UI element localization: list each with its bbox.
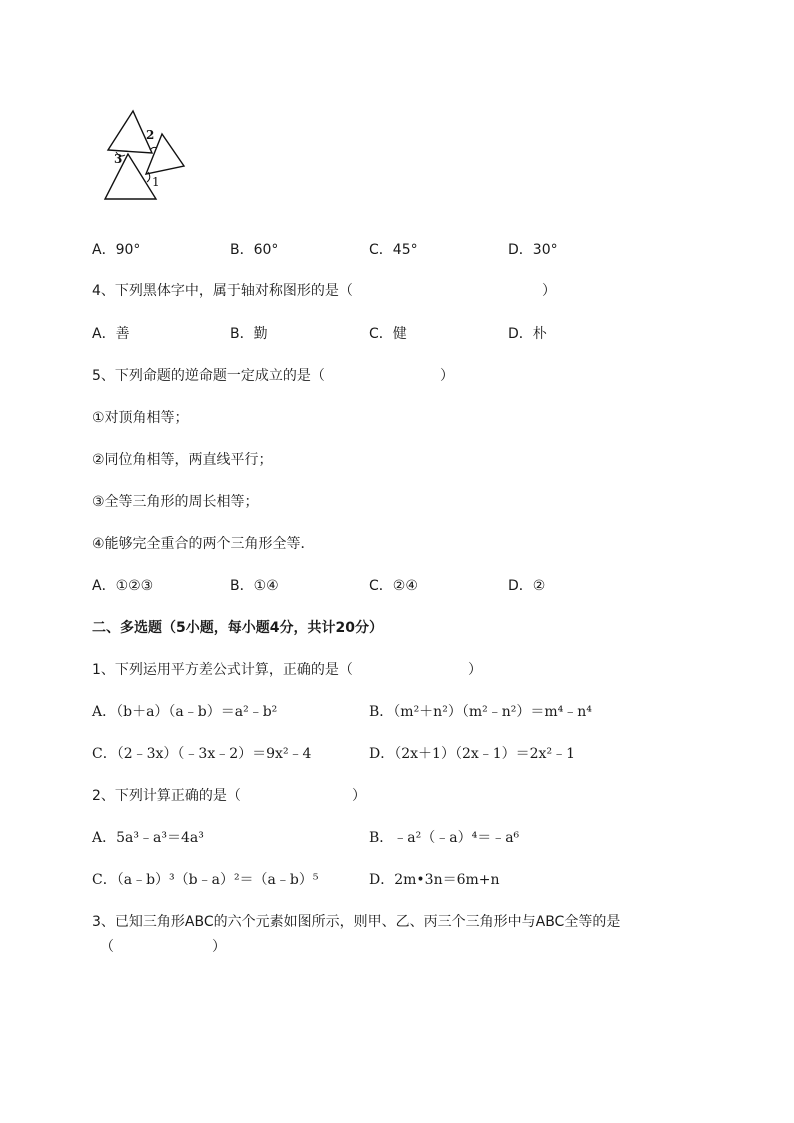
triangle-bottom — [105, 154, 156, 199]
q5-statement-1: ①对顶角相等； — [92, 410, 189, 426]
option-text: 2m•3n＝6m+n — [394, 872, 500, 888]
q5-close-paren: ） — [440, 368, 454, 384]
q5-option-d[interactable] — [508, 576, 545, 596]
angle-label-2: 2 — [146, 128, 155, 142]
option-text: （m²＋n²）（m²﹣n²）＝m⁴﹣n⁴ — [393, 704, 592, 720]
m1-option-c[interactable] — [92, 744, 311, 764]
option-text: 5a³﹣a³＝4a³ — [116, 830, 204, 846]
option-label: D． — [369, 872, 395, 888]
option-label: B． — [230, 326, 254, 342]
q4-option-b[interactable] — [230, 324, 268, 344]
m3-open-paren: （ — [100, 939, 114, 955]
option-label: A． — [92, 830, 117, 846]
q3-option-c[interactable] — [369, 240, 418, 260]
option-label: A． — [92, 326, 116, 342]
option-text: 45° — [392, 242, 418, 258]
option-text: 勤 — [253, 326, 268, 342]
triangles-diagram — [100, 108, 190, 203]
option-text: 朴 — [532, 326, 547, 342]
q5-option-a[interactable] — [92, 576, 153, 596]
option-label: D． — [369, 746, 395, 762]
q3-option-d[interactable] — [508, 240, 558, 260]
option-label: B． — [369, 830, 394, 846]
q4-stem — [92, 281, 353, 301]
question-text: 5、下列命题的逆命题一定成立的是（ — [92, 368, 325, 384]
m2-option-d[interactable] — [369, 870, 500, 890]
option-text: （2x＋1）（2x﹣1）＝2x²﹣1 — [394, 746, 575, 762]
q4-option-d[interactable] — [508, 324, 547, 344]
q5-statement-4: ④能够完全重合的两个三角形全等． — [92, 536, 315, 552]
option-label: C． — [369, 326, 393, 342]
m1-option-a[interactable] — [92, 702, 277, 722]
q4-option-c[interactable] — [369, 324, 407, 344]
option-text: ①②③ — [115, 578, 154, 594]
question-text: 4、下列黑体字中，属于轴对称图形的是（ — [92, 283, 353, 299]
option-label: D． — [508, 578, 533, 594]
option-text: ﹣a²（﹣a）⁴＝﹣a⁶ — [393, 830, 520, 846]
option-label: D． — [508, 326, 533, 342]
option-text: 健 — [392, 326, 407, 342]
question-text: 2、下列计算正确的是（ — [92, 788, 241, 804]
option-label: D． — [508, 242, 533, 258]
option-label: A． — [92, 242, 116, 258]
q3-option-a[interactable] — [92, 240, 140, 260]
option-label: A． — [92, 578, 116, 594]
option-text: （b＋a）（a﹣b）＝a²﹣b² — [116, 704, 278, 720]
option-label: C． — [92, 746, 117, 762]
m1-close-paren: ） — [468, 662, 482, 678]
q5-statement-2: ②同位角相等，两直线平行； — [92, 452, 273, 468]
m3-close-paren: ） — [212, 939, 226, 955]
option-label: C． — [369, 242, 393, 258]
option-label: B． — [369, 704, 394, 720]
option-text: （a﹣b）³（b﹣a）²＝（a﹣b）⁵ — [116, 872, 319, 888]
q3-option-b[interactable] — [230, 240, 278, 260]
m2-close-paren: ） — [352, 788, 366, 804]
option-label: B． — [230, 242, 254, 258]
option-text: 30° — [532, 242, 558, 258]
option-text: ②④ — [392, 578, 418, 594]
q5-option-b[interactable] — [230, 576, 279, 596]
option-text: ② — [532, 578, 546, 594]
q4-option-a[interactable] — [92, 324, 130, 344]
q4-close-paren: ） — [542, 283, 556, 299]
option-label: C． — [92, 872, 117, 888]
angle-label-3: 3 — [114, 152, 123, 166]
option-text: ①④ — [253, 578, 279, 594]
m2-option-b[interactable] — [369, 828, 519, 848]
m1-option-b[interactable] — [369, 702, 592, 722]
option-text: 善 — [115, 326, 130, 342]
m2-option-a[interactable] — [92, 828, 204, 848]
m1-option-d[interactable] — [369, 744, 575, 764]
option-text: 90° — [115, 242, 141, 258]
q5-statement-3: ③全等三角形的周长相等； — [92, 494, 259, 510]
section-heading: 二、多选题（5小题，每小题4分，共计20分） — [92, 620, 383, 636]
option-label: A． — [92, 704, 117, 720]
option-label: C． — [369, 578, 393, 594]
option-label: B． — [230, 578, 254, 594]
m2-stem — [92, 786, 241, 806]
option-text: 60° — [253, 242, 279, 258]
m1-stem — [92, 660, 353, 680]
m3-stem: 3、已知三角形ABC的六个元素如图所示，则甲、乙、丙三个三角形中与ABC全等的是 — [92, 914, 621, 930]
triangles-figure — [100, 108, 190, 203]
q5-option-c[interactable] — [369, 576, 418, 596]
m2-option-c[interactable] — [92, 870, 318, 890]
angle-label-1: 1 — [152, 175, 160, 189]
question-text: 1、下列运用平方差公式计算，正确的是（ — [92, 662, 353, 678]
option-text: （2﹣3x）（﹣3x﹣2）＝9x²﹣4 — [116, 746, 312, 762]
q5-stem — [92, 366, 325, 386]
